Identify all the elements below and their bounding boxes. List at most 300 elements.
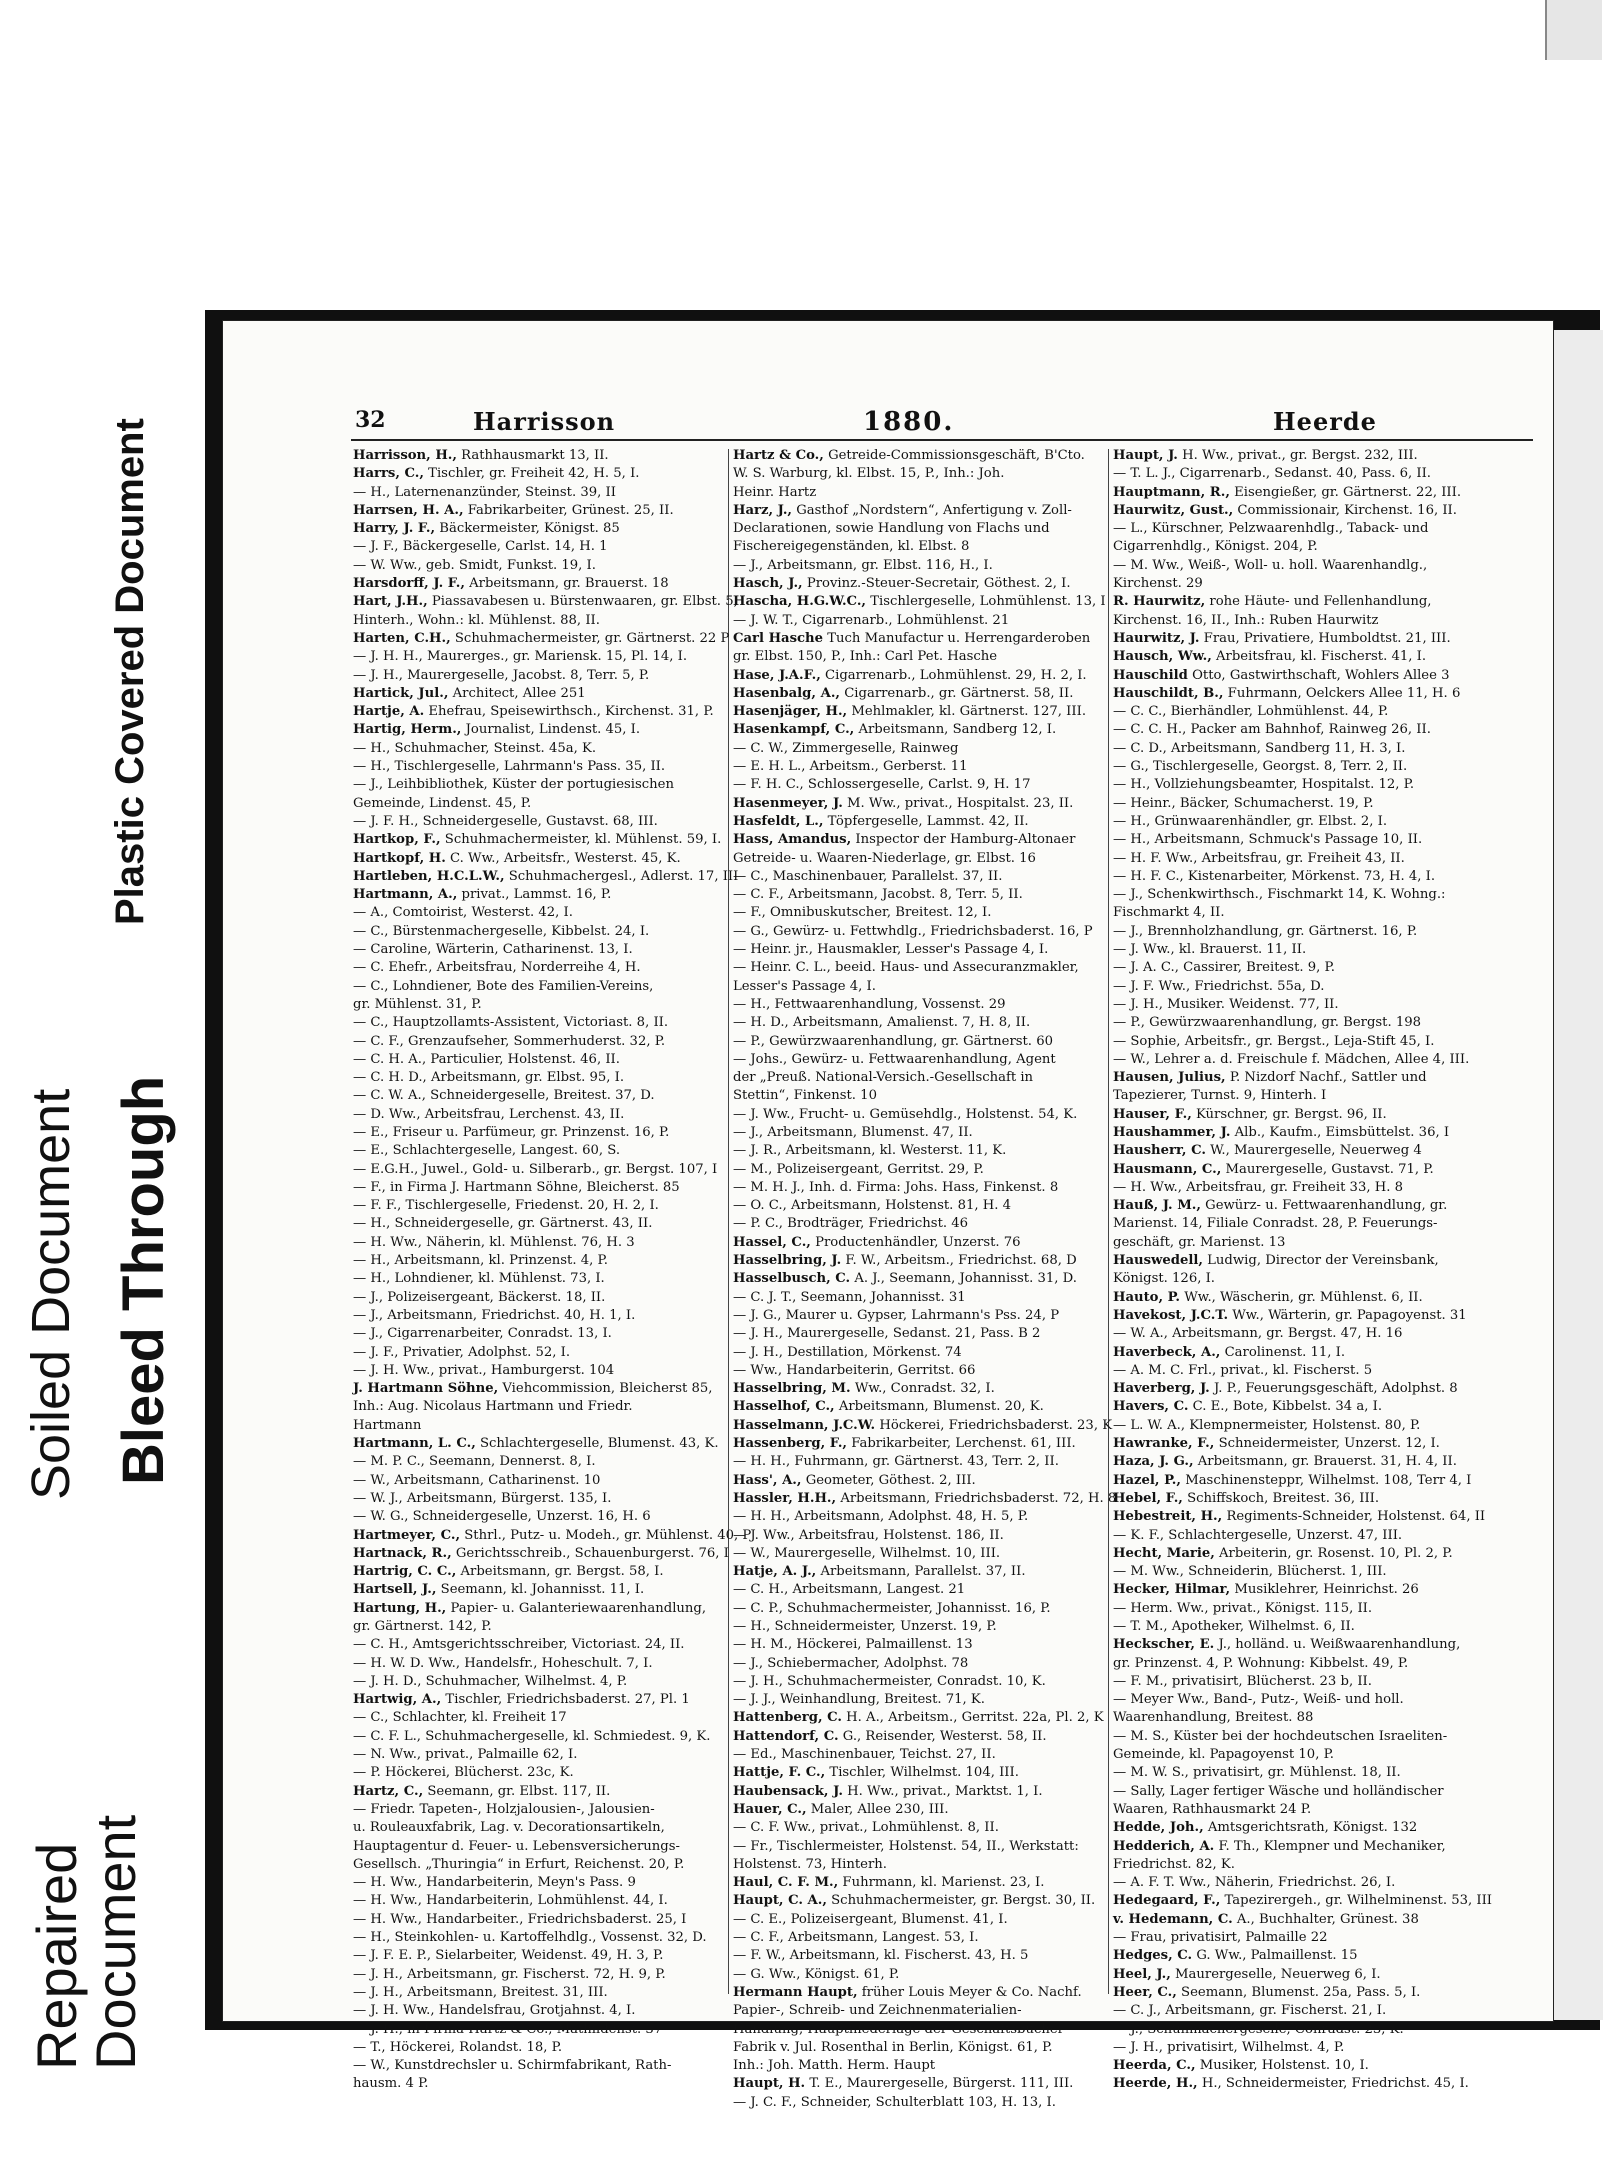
directory-entry bbox=[1113, 740, 1488, 758]
entry-details: Productenhändler, Unzerst. 76 bbox=[810, 1234, 1021, 1250]
header-left-keyword: Harrisson bbox=[473, 407, 616, 436]
directory-entry bbox=[1113, 1563, 1488, 1581]
directory-entry bbox=[1113, 959, 1488, 977]
entry-details: Arbeiterin, gr. Rosenst. 10, Pl. 2, P. bbox=[1214, 1545, 1453, 1561]
entry-details: Architect, Allee 251 bbox=[448, 685, 586, 701]
entry-name: Haupt, H. bbox=[733, 2076, 806, 2092]
directory-entry bbox=[353, 923, 728, 941]
entry-name: Hedegaard, F., bbox=[1113, 1893, 1221, 1909]
entry-name: Haurwitz, Gust., bbox=[1113, 502, 1234, 518]
entry-details: Ww., Conradst. 32, I. bbox=[850, 1381, 995, 1397]
directory-entry bbox=[1113, 1783, 1488, 1801]
entry-details: — C. F. L., Schuhmachergeselle, kl. Schmiedest. 9, K. bbox=[353, 1728, 711, 1744]
directory-entry bbox=[353, 1673, 728, 1691]
entry-name: Havers, C. bbox=[1113, 1399, 1189, 1415]
entry-details: J., holländ. u. Weißwaarenhandlung, bbox=[1214, 1637, 1461, 1653]
entry-details: — J. R., Arbeitsmann, kl. Westerst. 11, K. bbox=[733, 1143, 1007, 1159]
entry-name: Hart, J.H., bbox=[353, 594, 428, 610]
entry-name: Hartrig, C. C., bbox=[353, 1564, 457, 1580]
entry-name: Hasfeldt, L., bbox=[733, 813, 824, 829]
entry-details: — F. M., privatisirt, Blücherst. 23 b, II. bbox=[1113, 1673, 1372, 1689]
directory-entry bbox=[353, 648, 728, 666]
entry-name: Hasselbusch, C. bbox=[733, 1271, 851, 1287]
column-divider-1 bbox=[728, 449, 729, 1994]
page-number: 32 bbox=[355, 407, 386, 433]
directory-entry bbox=[353, 795, 728, 813]
directory-entry bbox=[733, 1033, 1108, 1051]
header-rule bbox=[351, 439, 1533, 441]
entry-details: Getreide-Commissionsgeschäft, B'Cto. bbox=[823, 448, 1085, 463]
label-repaired-document bbox=[25, 1814, 147, 2070]
entry-name: Hauschild bbox=[1113, 667, 1188, 683]
entry-details: — W. Ww., geb. Smidt, Funkst. 19, I. bbox=[353, 557, 596, 573]
directory-entry bbox=[353, 1947, 728, 1965]
directory-entry bbox=[353, 1051, 728, 1069]
entry-details: — H. Ww., Handarbeiterin, Lohmühlenst. 44, I. bbox=[353, 1893, 668, 1909]
entry-details: — J. J., Weinhandlung, Breitest. 71, K. bbox=[733, 1692, 985, 1708]
entry-name: Hartmeyer, C., bbox=[353, 1527, 461, 1543]
entry-details: — C. H. D., Arbeitsmann, gr. Elbst. 95, I. bbox=[353, 1070, 625, 1086]
directory-entry bbox=[353, 1398, 728, 1416]
directory-entry bbox=[733, 850, 1108, 868]
directory-entry bbox=[353, 1417, 728, 1435]
directory-entry bbox=[733, 538, 1108, 556]
directory-entry bbox=[353, 1856, 728, 1874]
directory-entry bbox=[353, 703, 728, 721]
directory-entry bbox=[733, 1124, 1108, 1142]
entry-name: Hartleben, H.C.L.W., bbox=[353, 868, 505, 884]
entry-details: — H. F. Ww., Arbeitsfrau, gr. Freiheit 43, II. bbox=[1113, 850, 1405, 866]
directory-entry bbox=[733, 1545, 1108, 1563]
directory-entry bbox=[733, 1984, 1108, 2002]
entry-name: Hartsell, J., bbox=[353, 1582, 437, 1598]
entry-details: — T. L. J., Cigarrenarb., Sedanst. 40, Pass. 6, II. bbox=[1113, 466, 1431, 482]
entry-details: gr. Gärtnerst. 142, P. bbox=[353, 1619, 492, 1634]
directory-entry bbox=[353, 1142, 728, 1160]
entry-details: — Herm. Ww., privat., Königst. 115, II. bbox=[1113, 1600, 1373, 1616]
entry-details: Hartmann bbox=[353, 1417, 422, 1433]
directory-entry bbox=[353, 1581, 728, 1599]
directory-entry bbox=[733, 1709, 1108, 1727]
entry-details: — W., Lehrer a. d. Freischule f. Mädchen, Allee 4, III. bbox=[1113, 1051, 1470, 1067]
directory-entry bbox=[353, 2002, 728, 2020]
directory-entry bbox=[353, 776, 728, 794]
entry-name: Hartz, C., bbox=[353, 1783, 424, 1799]
entry-details: Stettin“, Finkenst. 10 bbox=[733, 1088, 877, 1104]
entry-name: Hedges, C. bbox=[1113, 1948, 1193, 1964]
entry-name: Hecht, Marie, bbox=[1113, 1545, 1215, 1561]
directory-entry bbox=[353, 1453, 728, 1471]
directory-entry bbox=[733, 593, 1108, 611]
directory-entry bbox=[1113, 557, 1488, 575]
header-year: 1880. bbox=[863, 407, 955, 437]
directory-entry bbox=[733, 465, 1108, 483]
entry-details: Hinterh., Wohn.: kl. Mühlenst. 88, II. bbox=[353, 612, 600, 628]
entry-details: — J., Arbeitsmann, Blumenst. 47, II. bbox=[733, 1124, 973, 1140]
directory-entry bbox=[353, 1764, 728, 1782]
entry-details: — M. Ww., Weiß-, Woll- u. holl. Waarenhandlg., bbox=[1113, 557, 1428, 573]
directory-entry bbox=[733, 1069, 1108, 1087]
entry-details: — H. W. D. Ww., Handelsfr., Hoheschult. 7, I. bbox=[353, 1655, 653, 1671]
directory-entry bbox=[733, 1856, 1108, 1874]
directory-entry bbox=[353, 1197, 728, 1215]
directory-entry bbox=[353, 1929, 728, 1947]
directory-entry bbox=[353, 1472, 728, 1490]
directory-entry bbox=[733, 1435, 1108, 1453]
entry-name: Hauto, P. bbox=[1113, 1289, 1180, 1305]
entry-name: Haza, J. G., bbox=[1113, 1454, 1194, 1470]
entry-name: Hartje, A. bbox=[353, 704, 425, 720]
directory-entry bbox=[733, 1508, 1108, 1526]
directory-entry bbox=[353, 740, 728, 758]
directory-entry bbox=[1113, 1655, 1488, 1673]
entry-details: Seemann, gr. Elbst. 117, II. bbox=[423, 1783, 611, 1799]
directory-entry bbox=[1113, 923, 1488, 941]
entry-details: — H., Arbeitsmann, kl. Prinzenst. 4, P. bbox=[353, 1253, 608, 1269]
entry-details: Fabrikarbeiter, Lerchenst. 61, III. bbox=[847, 1436, 1076, 1452]
entry-name: Harrs, C., bbox=[353, 466, 424, 482]
entry-details: — W., Arbeitsmann, Catharinenst. 10 bbox=[353, 1472, 601, 1488]
directory-entry bbox=[353, 1087, 728, 1105]
directory-entry bbox=[733, 923, 1108, 941]
directory-entry bbox=[353, 1014, 728, 1032]
entry-details: Töpfergeselle, Lammst. 42, II. bbox=[823, 813, 1029, 829]
entry-details: Viehcommission, Bleicherst 85, bbox=[498, 1381, 713, 1397]
entry-details: — F. F., Tischlergeselle, Friedenst. 20, H. 2, I. bbox=[353, 1198, 659, 1214]
entry-details: Piassavabesen u. Bürstenwaaren, gr. Elbst. 5, bbox=[427, 594, 738, 610]
entry-details: — J. H., Destillation, Mörkenst. 74 bbox=[733, 1344, 962, 1360]
entry-details: — C. J. T., Seemann, Johannisst. 31 bbox=[733, 1289, 966, 1305]
entry-name: Hausen, Julius, bbox=[1113, 1070, 1226, 1086]
directory-entry bbox=[353, 520, 728, 538]
directory-entry bbox=[733, 685, 1108, 703]
entry-details: — C. F., Arbeitsmann, Langest. 53, I. bbox=[733, 1930, 979, 1946]
entry-details: Hauptagentur d. Feuer- u. Lebensversicherungs- bbox=[353, 1838, 680, 1854]
entry-name: Hauswedell, bbox=[1113, 1253, 1203, 1269]
entry-details: gr. Mühlenst. 31, P. bbox=[353, 996, 482, 1012]
directory-entry bbox=[353, 484, 728, 502]
directory-entry bbox=[1113, 758, 1488, 776]
directory-entry bbox=[353, 1307, 728, 1325]
entry-details: — L. W. A., Klempnermeister, Holstenst. 80, P. bbox=[1113, 1417, 1421, 1433]
entry-name: Hauschildt, B., bbox=[1113, 685, 1224, 701]
directory-entry bbox=[1113, 996, 1488, 1014]
directory-entry bbox=[353, 996, 728, 1014]
directory-entry bbox=[733, 1252, 1108, 1270]
entry-details: — J., Brennholzhandlung, gr. Gärtnerst. 16, P. bbox=[1113, 923, 1418, 939]
entry-details: — C., Maschinenbauer, Parallelst. 37, II. bbox=[733, 868, 1003, 884]
entry-name: Hascha, H.G.W.C., bbox=[733, 594, 866, 610]
directory-entry bbox=[353, 1106, 728, 1124]
entry-name: Hase, J.A.F., bbox=[733, 667, 821, 683]
entry-details: — J. H., Arbeitsmann, Breitest. 31, III. bbox=[353, 1984, 608, 2000]
entry-details: — Sophie, Arbeitsfr., gr. Bergst., Leja-Stift 45, I. bbox=[1113, 1033, 1435, 1049]
entry-details: — C. F., Grenzaufseher, Sommerhuderst. 32, P. bbox=[353, 1033, 666, 1049]
entry-name: Heerde, H., bbox=[1113, 2076, 1198, 2092]
directory-entry bbox=[353, 978, 728, 996]
entry-details: — J. H., Arbeitsmann, gr. Fischerst. 72, H. 9, P. bbox=[353, 1966, 666, 1982]
entry-details: früher Louis Meyer & Co. Nachf. bbox=[857, 1984, 1082, 2000]
directory-entry bbox=[733, 1087, 1108, 1105]
entry-details: — T., Höckerei, Rolandst. 18, P. bbox=[353, 2039, 563, 2055]
entry-details: Gewürz- u. Fettwaarenhandlung, gr. bbox=[1200, 1198, 1448, 1214]
directory-entry bbox=[733, 758, 1108, 776]
entry-details: — J. H., privatisirt, Wilhelmst. 4, P. bbox=[1113, 2039, 1345, 2055]
entry-details: — C. J., Arbeitsmann, gr. Fischerst. 21, I. bbox=[1113, 2003, 1387, 2019]
directory-entry bbox=[1113, 1398, 1488, 1416]
entry-details: — H., Steinkohlen- u. Kartoffelhdlg., Vossenst. 32, D. bbox=[353, 1930, 707, 1946]
entry-details: T. E., Maurergeselle, Bürgerst. 111, III. bbox=[805, 2076, 1074, 2092]
entry-name: Haurwitz, J. bbox=[1113, 630, 1200, 646]
directory-entry bbox=[353, 1344, 728, 1362]
directory-entry bbox=[1113, 813, 1488, 831]
directory-entry bbox=[733, 1764, 1108, 1782]
directory-entry bbox=[353, 1746, 728, 1764]
entry-details: — Frau, privatisirt, Palmaille 22 bbox=[1113, 1930, 1328, 1946]
directory-entry bbox=[353, 941, 728, 959]
directory-entry bbox=[733, 520, 1108, 538]
entry-name: Hattenberg, C. bbox=[733, 1710, 842, 1726]
directory-entry bbox=[733, 1728, 1108, 1746]
directory-entry bbox=[353, 758, 728, 776]
directory-entry bbox=[733, 1270, 1108, 1288]
directory-entry bbox=[733, 575, 1108, 593]
entry-name: Hauer, C., bbox=[733, 1801, 807, 1817]
entry-name: Harrisson, H., bbox=[353, 448, 457, 463]
entry-details: — M. H. J., Inh. d. Firma: Johs. Hass, Finkenst. 8 bbox=[733, 1179, 1059, 1195]
entry-details: Ww., Wärterin, gr. Papagoyenst. 31 bbox=[1228, 1307, 1467, 1323]
entry-details: der „Preuß. National-Versich.-Gesellschaft in bbox=[733, 1070, 1034, 1086]
entry-details: — H. M., Höckerei, Palmaillenst. 13 bbox=[733, 1637, 973, 1653]
entry-name: Hartung, H., bbox=[353, 1600, 447, 1616]
directory-entry bbox=[1113, 502, 1488, 520]
entry-details: — J. W. T., Cigarrenarb., Lohmühlenst. 21 bbox=[733, 612, 1010, 628]
entry-details: — W., Kunstdrechsler u. Schirmfabrikant, Rath- bbox=[353, 2058, 672, 2074]
directory-entry bbox=[353, 1655, 728, 1673]
entry-details: Gasthof „Nordstern“, Anfertigung v. Zoll- bbox=[792, 502, 1072, 518]
directory-entry bbox=[353, 850, 728, 868]
directory-entry bbox=[353, 1545, 728, 1563]
directory-entry bbox=[733, 484, 1108, 502]
directory-entry bbox=[1113, 795, 1488, 813]
entry-details: — J., Cigarrenarbeiter, Conradst. 13, I. bbox=[353, 1326, 612, 1342]
directory-entry bbox=[1113, 1508, 1488, 1526]
entry-details: hausm. 4 P. bbox=[353, 2076, 429, 2092]
directory-entry bbox=[1113, 868, 1488, 886]
entry-name: Hedderich, A. bbox=[1113, 1838, 1215, 1854]
entry-details: Fabrikarbeiter, Grünest. 25, II. bbox=[463, 502, 674, 518]
directory-entry bbox=[353, 1636, 728, 1654]
entry-details: — C. H., Amtsgerichtsschreiber, Victoriast. 24, II. bbox=[353, 1637, 685, 1653]
entry-details: — J., Polizeisergeant, Bäckerst. 18, II. bbox=[353, 1289, 606, 1305]
entry-details: Fuhrmann, kl. Marienst. 23, I. bbox=[838, 1875, 1045, 1891]
directory-entry bbox=[1113, 721, 1488, 739]
page-header bbox=[223, 407, 1553, 441]
entry-name: Hebel, F., bbox=[1113, 1490, 1183, 1506]
entry-details: — Friedr. Tapeten-, Holzjalousien-, Jalousien- bbox=[353, 1801, 655, 1817]
entry-details: Maurergeselle, Gustavst. 71, P. bbox=[1221, 1161, 1434, 1177]
entry-details: — F. H. C., Schlossergeselle, Carlst. 9, H. 17 bbox=[733, 777, 1031, 793]
directory-entry bbox=[353, 1527, 752, 1545]
entry-name: Hartnack, R., bbox=[353, 1545, 452, 1561]
directory-entry bbox=[1113, 612, 1488, 630]
entry-name: Hedde, Joh., bbox=[1113, 1820, 1204, 1836]
entry-details: Schiffskoch, Breitest. 36, III. bbox=[1182, 1490, 1380, 1506]
directory-entry bbox=[733, 1161, 1108, 1179]
directory-entry bbox=[733, 1234, 1108, 1252]
directory-entry bbox=[1113, 1819, 1488, 1837]
entry-details: Ludwig, Director der Vereinsbank, bbox=[1202, 1253, 1439, 1269]
directory-entry bbox=[733, 1563, 1108, 1581]
directory-entry bbox=[1113, 941, 1488, 959]
directory-entry bbox=[733, 1014, 1108, 1032]
directory-entry bbox=[1113, 1545, 1488, 1563]
entry-details: W. S. Warburg, kl. Elbst. 15, P., Inh.: Joh. bbox=[733, 466, 1005, 482]
entry-details: — H. Ww., Handarbeiter., Friedrichsbaderst. 25, I bbox=[353, 1911, 687, 1927]
entry-name: Heerda, C., bbox=[1113, 2058, 1196, 2074]
directory-entry bbox=[1113, 630, 1488, 648]
entry-details: — E., Schlachtergeselle, Langest. 60, S. bbox=[353, 1143, 621, 1159]
entry-details: — J. H., Musiker. Weidenst. 77, II. bbox=[1113, 996, 1339, 1012]
entry-details: — H. H., Arbeitsmann, Adolphst. 48, H. 5, P. bbox=[733, 1509, 1029, 1525]
directory-page bbox=[222, 320, 1554, 2110]
entry-details: — P., Gewürzwaarenhandlung, gr. Bergst. 198 bbox=[1113, 1015, 1422, 1031]
label-repaired-line1: Repaired bbox=[25, 1842, 88, 2070]
entry-details: — N. Ww., privat., Palmaille 62, I. bbox=[353, 1747, 578, 1763]
directory-entry bbox=[1113, 1838, 1488, 1856]
entry-name: Hasenkampf, C., bbox=[733, 722, 855, 738]
entry-details: rohe Häute- und Fellenhandlung, bbox=[1205, 594, 1432, 610]
entry-name: Heer, C., bbox=[1113, 1984, 1177, 2000]
directory-entry bbox=[353, 1161, 728, 1179]
directory-entry bbox=[733, 648, 1108, 666]
entry-details: — G., Gewürz- u. Fettwhdlg., Friedrichsbaderst. 16, P bbox=[733, 923, 1093, 939]
entry-details: Ehefrau, Speisewirthsch., Kirchenst. 31, P. bbox=[424, 704, 714, 720]
label-repaired-line2: Document bbox=[83, 1814, 147, 2070]
directory-entry bbox=[1113, 465, 1488, 483]
entry-details: Inh.: Aug. Nicolaus Hartmann und Friedr. bbox=[353, 1399, 633, 1415]
entry-details: — Ww., Handarbeiterin, Gerritst. 66 bbox=[733, 1362, 976, 1378]
entry-details: Fischereigegenständen, kl. Elbst. 8 bbox=[733, 539, 970, 555]
header-right-keyword: Heerde bbox=[1273, 407, 1377, 436]
entry-details: Papier- u. Galanteriewaarenhandlung, bbox=[446, 1600, 707, 1616]
directory-entry bbox=[733, 2021, 1108, 2039]
entry-name: Haupt, C. A., bbox=[733, 1893, 827, 1909]
directory-entry bbox=[733, 1874, 1108, 1892]
entry-details: — J., Schiebermacher, Adolphst. 78 bbox=[733, 1655, 969, 1671]
entry-details: H. A., Arbeitsm., Gerritst. 22a, Pl. 2, K bbox=[841, 1710, 1104, 1726]
entry-details: Tischlergeselle, Lohmühlenst. 13, I bbox=[866, 594, 1106, 610]
directory-entry bbox=[353, 612, 728, 630]
directory-entry bbox=[733, 978, 1108, 996]
entry-details: Maschinensteppr, Wilhelmst. 108, Terr 4, I bbox=[1181, 1472, 1472, 1488]
directory-entry bbox=[353, 1691, 728, 1709]
entry-details: Sthrl., Putz- u. Modeh., gr. Mühlenst. 40, P bbox=[460, 1527, 752, 1543]
label-bleed-through: Bleed Through bbox=[111, 1075, 176, 1485]
directory-entry bbox=[733, 1636, 1108, 1654]
entry-name: Hauser, F., bbox=[1113, 1106, 1192, 1122]
directory-entry bbox=[1113, 1709, 1488, 1727]
entry-name: Haushammer, J. bbox=[1113, 1124, 1231, 1140]
directory-entry bbox=[733, 1215, 1108, 1233]
entry-details: — J. G., Maurer u. Gypser, Lahrmann's Pss. 24, P bbox=[733, 1307, 1060, 1323]
entry-details: F. W., Arbeitsm., Friedrichst. 68, D bbox=[841, 1253, 1077, 1269]
entry-details: — C., Bürstenmachergeselle, Kibbelst. 24, I. bbox=[353, 923, 650, 939]
entry-details: — A., Comtoirist, Westerst. 42, I. bbox=[353, 905, 573, 921]
directory-entry bbox=[733, 886, 1108, 904]
directory-entry bbox=[353, 1984, 728, 2002]
directory-entry bbox=[353, 447, 728, 465]
entry-details: gr. Elbst. 150, P., Inh.: Carl Pet. Hasche bbox=[733, 649, 998, 665]
entry-details: C. E., Bote, Kibbelst. 34 a, I. bbox=[1188, 1399, 1383, 1415]
entry-details: — A. F. T. Ww., Näherin, Friedrichst. 26, I. bbox=[1113, 1875, 1396, 1891]
directory-entry bbox=[733, 1472, 1108, 1490]
entry-details: Tuch Manufactur u. Herrengarderoben bbox=[823, 630, 1091, 646]
directory-entry bbox=[733, 1362, 1108, 1380]
entry-details: — J., Schuhmachergeselle, Conradst. 23, K. bbox=[1113, 2021, 1404, 2037]
entry-details: Regiments-Schneider, Holstenst. 64, II bbox=[1222, 1509, 1486, 1525]
entry-details: Kirchenst. 16, II., Inh.: Ruben Haurwitz bbox=[1113, 612, 1379, 628]
directory-entry bbox=[733, 630, 1108, 648]
directory-entry bbox=[1113, 1234, 1488, 1252]
entry-details: — C., Lohndiener, Bote des Familien-Vereins, bbox=[353, 978, 654, 994]
entry-details: — J. Ww., Frucht- u. Gemüsehdlg., Holstenst. 54, K. bbox=[733, 1106, 1078, 1122]
entry-details: — M. S., Küster bei der hochdeutschen Israeliten- bbox=[1113, 1728, 1448, 1744]
directory-entry bbox=[1113, 904, 1488, 922]
directory-entry bbox=[733, 2094, 1108, 2112]
directory-entry bbox=[353, 1380, 728, 1398]
directory-entry bbox=[733, 1655, 1108, 1673]
entry-name: Carl Hasche bbox=[733, 630, 824, 646]
entry-details: Inspector der Hamburg-Altonaer bbox=[851, 832, 1076, 848]
directory-entry bbox=[733, 1289, 1108, 1307]
directory-entry bbox=[733, 1453, 1108, 1471]
directory-entry bbox=[733, 1838, 1108, 1856]
directory-entry bbox=[1113, 1106, 1488, 1124]
entry-details: — H., Fettwaarenhandlung, Vossenst. 29 bbox=[733, 996, 1006, 1012]
entry-details: Maurergeselle, Neuerweg 6, I. bbox=[1170, 1966, 1381, 1982]
directory-entry bbox=[1113, 850, 1488, 868]
directory-entry bbox=[1113, 1453, 1488, 1471]
entry-details: — H., Schneidergeselle, gr. Gärtnerst. 43, II. bbox=[353, 1216, 653, 1232]
entry-details: — J. H., Maurergeselle, Jacobst. 8, Terr. 5, P. bbox=[353, 667, 650, 683]
entry-details: — H., Lohndiener, kl. Mühlenst. 73, I. bbox=[353, 1271, 605, 1287]
entry-details: Friedrichst. 82, K. bbox=[1113, 1856, 1235, 1872]
entry-name: Hasch, J., bbox=[733, 576, 803, 592]
entry-name: Haul, C. F. M., bbox=[733, 1875, 839, 1891]
directory-entry bbox=[733, 1929, 1108, 1947]
entry-details: W., Maurergeselle, Neuerweg 4 bbox=[1205, 1143, 1422, 1159]
entry-details: u. Rouleauxfabrik, Lag. v. Decorationsartikeln, bbox=[353, 1820, 665, 1836]
directory-entry bbox=[353, 1362, 728, 1380]
entry-name: J. Hartmann Söhne, bbox=[353, 1381, 499, 1397]
entry-details: — Heinr. jr., Hausmakler, Lesser's Passage 4, I. bbox=[733, 942, 1049, 958]
entry-details: — Heinr., Bäcker, Schumacherst. 19, P. bbox=[1113, 795, 1374, 811]
entry-name: Hasenjäger, H., bbox=[733, 704, 848, 720]
entry-details: Rathhausmarkt 13, II. bbox=[456, 448, 609, 463]
entry-details: Arbeitsmann, Blumenst. 20, K. bbox=[834, 1399, 1044, 1415]
entry-details: Holstenst. 73, Hinterh. bbox=[733, 1856, 887, 1872]
directory-entry bbox=[1113, 2057, 1488, 2075]
directory-entry bbox=[1113, 1161, 1488, 1179]
entry-details: — J. F. E. P., Sielarbeiter, Weidenst. 49, H. 3, P. bbox=[353, 1948, 664, 1964]
entry-details: P. Nizdorf Nachf., Sattler und bbox=[1225, 1070, 1427, 1086]
directory-entry bbox=[353, 1563, 728, 1581]
directory-entry bbox=[1113, 2075, 1488, 2093]
entry-details: — M. P. C., Seemann, Dennerst. 8, I. bbox=[353, 1454, 596, 1470]
entry-name: Hasenmeyer, J. bbox=[733, 795, 843, 811]
entry-name: Hassel, C., bbox=[733, 1234, 811, 1250]
